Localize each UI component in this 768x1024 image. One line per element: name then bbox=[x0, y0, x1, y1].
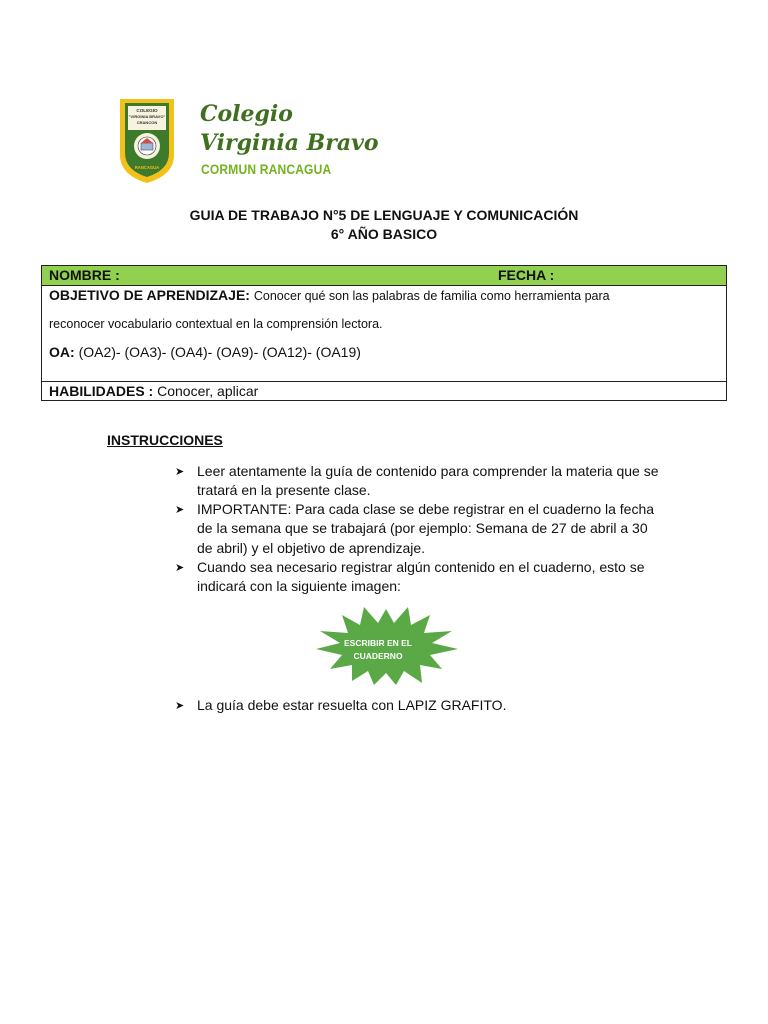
instruction-text: IMPORTANTE: Para cada clase se debe registrar en el cuaderno la fecha de la semana que se trabajará (por ejemplo: Semana de 27 de abril a 30 de abril) y el objetivo de aprendizaje. bbox=[197, 501, 655, 556]
school-name-line2: Virginia Bravo bbox=[200, 130, 379, 156]
school-name-line1: Colegio bbox=[200, 101, 293, 127]
badge-label-line1: ESCRIBIR EN EL bbox=[343, 638, 412, 648]
badge-label-line2: CUADERNO bbox=[353, 651, 403, 661]
badge-label bbox=[312, 637, 444, 663]
document-title: GUIA DE TRABAJO N°5 DE LENGUAJE Y COMUNICACIÓN bbox=[189, 207, 579, 223]
objective-row bbox=[42, 286, 726, 382]
arrow-bullet-icon: ➤ bbox=[175, 465, 185, 478]
document-grade: 6° AÑO BASICO bbox=[330, 226, 438, 242]
skills-row bbox=[42, 382, 726, 400]
objective-line bbox=[49, 287, 610, 303]
school-crest-logo bbox=[118, 97, 176, 185]
arrow-bullet-icon: ➤ bbox=[175, 561, 185, 574]
instructions-heading: INSTRUCCIONES bbox=[107, 432, 223, 448]
instruction-text: Cuando sea necesario registrar algún contenido en el cuaderno, esto se indicará con la siguiente imagen: bbox=[197, 559, 645, 595]
instruction-text: Leer atentamente la guía de contenido para comprender la materia que se tratará en la presente clase. bbox=[197, 463, 659, 499]
objective-label: OBJETIVO DE APRENDIZAJE: bbox=[49, 287, 250, 303]
name-date-row bbox=[42, 266, 726, 286]
oa-text: (OA2)- (OA3)- (OA4)- (OA9)- (OA12)- (OA19) bbox=[78, 344, 361, 360]
school-subtitle: CORMUN RANCAGUA bbox=[201, 161, 332, 177]
skills-text: Conocer, aplicar bbox=[157, 383, 259, 399]
name-label: NOMBRE : bbox=[49, 267, 120, 283]
date-label: FECHA : bbox=[498, 267, 555, 283]
objective-text-continued: reconocer vocabulario contextual en la comprensión lectora. bbox=[49, 317, 383, 331]
arrow-bullet-icon: ➤ bbox=[175, 503, 185, 516]
svg-text:COLEGIO: COLEGIO bbox=[136, 108, 158, 113]
objective-text: Conocer qué son las palabras de familia como herramienta para bbox=[253, 289, 610, 303]
svg-text:"VIRGINIA BRAVO": "VIRGINIA BRAVO" bbox=[128, 114, 166, 119]
student-info-table bbox=[41, 265, 727, 401]
skills-line bbox=[49, 383, 258, 399]
oa-label: OA: bbox=[49, 344, 75, 360]
instruction-text: La guía debe estar resuelta con LAPIZ GRAFITO. bbox=[197, 697, 507, 713]
school-name bbox=[200, 100, 379, 158]
write-in-notebook-badge bbox=[312, 603, 460, 687]
svg-text:RANCAGUA: RANCAGUA bbox=[134, 165, 160, 170]
arrow-bullet-icon: ➤ bbox=[175, 699, 185, 712]
svg-text:CRANCON: CRANCON bbox=[136, 120, 158, 125]
skills-label: HABILIDADES : bbox=[49, 383, 154, 399]
oa-line bbox=[49, 344, 361, 360]
